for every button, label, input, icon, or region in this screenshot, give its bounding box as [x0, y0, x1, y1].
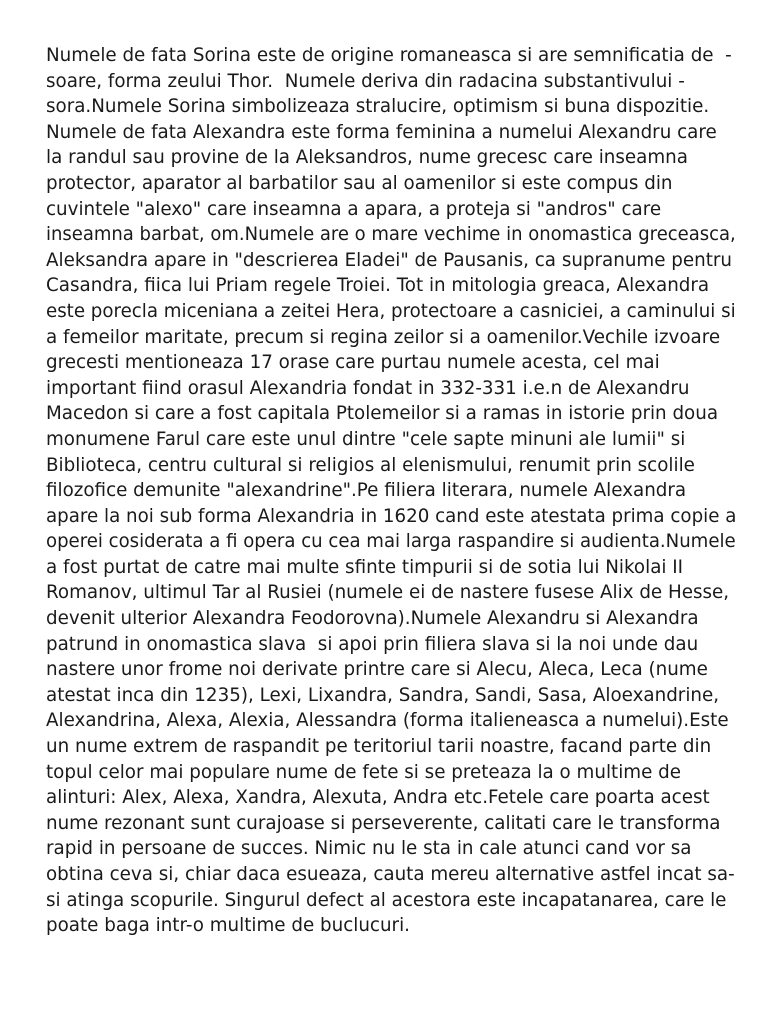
text-line: Casandra, fiica lui Priam regele Troiei. Tot in mitologia greaca, Alexandra	[46, 275, 710, 297]
text-line: Numele de fata Sorina este de origine romaneasca si are semnificatia de -	[46, 45, 732, 66]
text-line: poate baga intr-o multime de buclucuri.	[46, 915, 410, 937]
text-line: este porecla miceniana a zeitei Hera, protectoare a casniciei, a caminului si	[46, 300, 736, 322]
text-line: protector, aparator al barbatilor sau al oamenilor si este compus din	[46, 172, 673, 194]
text-line: Numele de fata Alexandra este forma feminina a numelui Alexandru care	[46, 121, 717, 143]
text-line: operei cosiderata a fi opera cu cea mai larga raspandire si audienta.Numele	[46, 531, 736, 553]
text-line: si atinga scopurile. Singurul defect al acestora este incapatanarea, care le	[46, 889, 727, 911]
text-line: rapid in persoane de succes. Nimic nu le sta in cale atunci cand vor sa	[46, 838, 692, 860]
text-line: devenit ulterior Alexandra Feodorovna).Numele Alexandru si Alexandra	[46, 608, 699, 630]
text-line: la randul sau provine de la Aleksandros, nume grecesc care inseamna	[46, 147, 688, 169]
text-line: grecesti mentioneaza 17 orase care purtau numele acesta, cel mai	[46, 352, 660, 374]
text-line: topul celor mai populare nume de fete si se preteaza la o multime de	[46, 761, 681, 783]
text-line: alinturi: Alex, Alexa, Xandra, Alexuta, Andra etc.Fetele care poarta acest	[46, 787, 710, 809]
text-line: atestat inca din 1235), Lexi, Lixandra, Sandra, Sandi, Sasa, Aloexandrine,	[46, 684, 720, 706]
text-line: nastere unor frome noi derivate printre care si Alecu, Aleca, Leca (nume	[46, 659, 708, 681]
text-line: a fost purtat de catre mai multe sfinte timpurii si de sotia lui Nikolai II	[46, 556, 684, 578]
text-line: obtina ceva si, chiar daca esueaza, cauta mereu alternative astfel incat sa-	[46, 864, 735, 885]
text-line: un nume extrem de raspandit pe teritoriul tarii noastre, facand parte din	[46, 736, 712, 758]
text-line: important fiind orasul Alexandria fondat in 332-331 i.e.n de Alexandru	[46, 377, 690, 399]
text-line: a femeilor maritate, precum si regina zeilor si a oamenilor.Vechile izvoare	[46, 326, 721, 348]
text-line: Macedon si care a fost capitala Ptolemeilor si a ramas in istorie prin doua	[46, 403, 719, 425]
text-line: Biblioteca, centru cultural si religios al elenismului, renumit prin scolile	[46, 454, 695, 476]
body-text	[46, 43, 736, 939]
text-line: Aleksandra apare in "descrierea Eladei" de Pausanis, ca supranume pentru	[46, 249, 733, 271]
text-line: inseamna barbat, om.Numele are o mare vechime in onomastica greceasca,	[46, 224, 736, 246]
text-line: cuvintele "alexo" care inseamna a apara, a proteja si "andros" care	[46, 198, 662, 220]
text-line: Romanov, ultimul Tar al Rusiei (numele ei de nastere fusese Alix de Hesse,	[46, 582, 730, 604]
text-line: nume rezonant sunt curajoase si perseverente, calitati care le transforma	[46, 812, 721, 834]
text-line: Alexandrina, Alexa, Alexia, Alessandra (forma italieneasca a numelui).Este	[46, 710, 729, 732]
text-line: filozofice demunite "alexandrine".Pe filiera literara, numele Alexandra	[46, 480, 687, 502]
text-line: monumene Farul care este unul dintre "cele sapte minuni ale lumii" si	[46, 428, 686, 450]
text-line: sora.Numele Sorina simbolizeaza stralucire, optimism si buna dispozitie.	[46, 96, 710, 118]
text-line: soare, forma zeului Thor. Numele deriva din radacina substantivului -	[46, 70, 685, 92]
text-line: patrund in onomastica slava si apoi prin filiera slava si la noi unde dau	[46, 633, 699, 655]
text-line: apare la noi sub forma Alexandria in 1620 cand este atestata prima copie a	[46, 505, 737, 527]
